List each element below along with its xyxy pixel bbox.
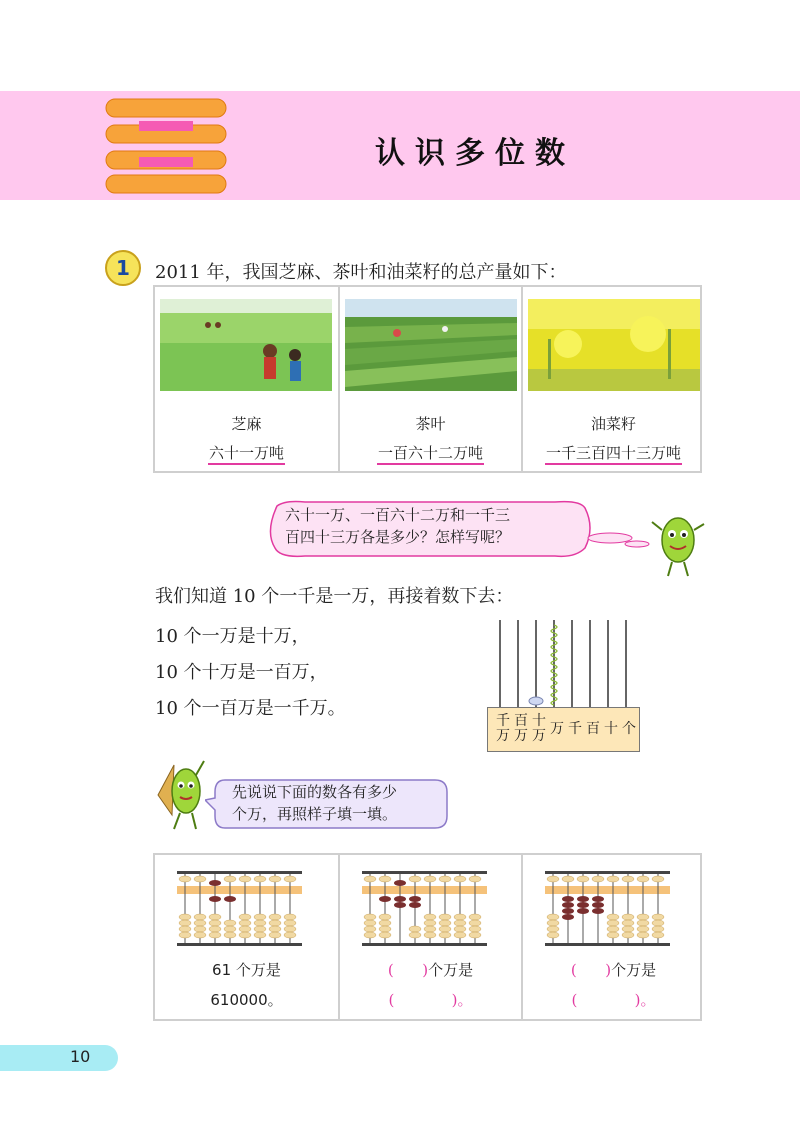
crop-photo-panel xyxy=(153,285,702,473)
abacus-answer-line2[interactable]: ( )。 xyxy=(571,991,656,1009)
abacus-answer-line1: ( )个万是 xyxy=(387,961,474,979)
example-number-badge xyxy=(103,248,143,288)
crop-name: 芝麻 xyxy=(231,415,262,433)
crop-amount: 六十一万吨 xyxy=(155,442,338,463)
chapter-numeral: 二 xyxy=(166,157,167,158)
counting-intro: 我们知道 10 个一千是一万，再接着数下去： xyxy=(155,586,514,607)
page-number: 10 xyxy=(70,1047,91,1066)
abacus-exercise-a xyxy=(362,869,487,949)
abacus-answer-line1: ( )个万是 xyxy=(570,961,657,979)
crop-cell-tea xyxy=(338,287,521,471)
place-label: 千 xyxy=(568,721,582,737)
place-label: 个 xyxy=(622,721,636,737)
sesame-field-photo xyxy=(160,299,332,391)
place-label: 千万 xyxy=(496,713,510,744)
crop-name: 茶叶 xyxy=(415,415,446,433)
place-label: 百万 xyxy=(514,713,528,744)
place-label: 万 xyxy=(550,721,564,737)
page-number-tab xyxy=(0,1045,118,1071)
abacus-exercise-cell xyxy=(338,855,521,1019)
bubble-question-text: 六十一万、一百六十二万和一千三 百四十三万各是多少？怎样写呢？ xyxy=(285,506,511,546)
counting-line: 10 个一百万是一千万。 xyxy=(155,698,346,719)
abacus-exercise-table xyxy=(153,853,702,1021)
corn-mascot-icon xyxy=(648,510,708,580)
counting-line: 10 个一万是十万， xyxy=(155,626,310,647)
chapter-title: 认识多位数 xyxy=(375,136,575,171)
abacus-61-wan xyxy=(177,869,302,949)
pea-mascot-icon xyxy=(152,755,212,835)
abacus-example-cell xyxy=(155,855,338,1019)
abacus-answer-line1: 61 个万是 xyxy=(212,961,281,979)
tea-field-photo xyxy=(345,299,517,391)
bubble-instruction-text: 先说说下面的数各有多少 个万，再照样子填一填。 xyxy=(232,783,398,823)
crop-amount: 一百六十二万吨 xyxy=(340,442,521,463)
abacus-answer-line2[interactable]: ( )。 xyxy=(388,991,473,1009)
crop-name: 油菜籽 xyxy=(590,415,636,433)
crop-amount: 一千三百四十三万吨 xyxy=(523,442,704,463)
place-label: 百 xyxy=(586,721,600,737)
crop-cell-rapeseed xyxy=(521,287,704,471)
place-label: 十万 xyxy=(532,713,546,744)
crop-cell-sesame xyxy=(155,287,338,471)
abacus-exercise-cell xyxy=(521,855,704,1019)
counting-line: 10 个十万是一百万， xyxy=(155,662,328,683)
abacus-exercise-b xyxy=(545,869,670,949)
abacus-answer-line2: 610000。 xyxy=(210,991,283,1009)
rapeseed-field-photo xyxy=(528,299,700,391)
place-label: 十 xyxy=(604,721,618,737)
chapter-number-badge xyxy=(103,97,229,195)
place-value-labels xyxy=(487,707,640,752)
example-number: 1 xyxy=(116,256,130,280)
example-intro-text: 2011 年，我国芝麻、茶叶和油菜籽的总产量如下： xyxy=(155,262,567,283)
